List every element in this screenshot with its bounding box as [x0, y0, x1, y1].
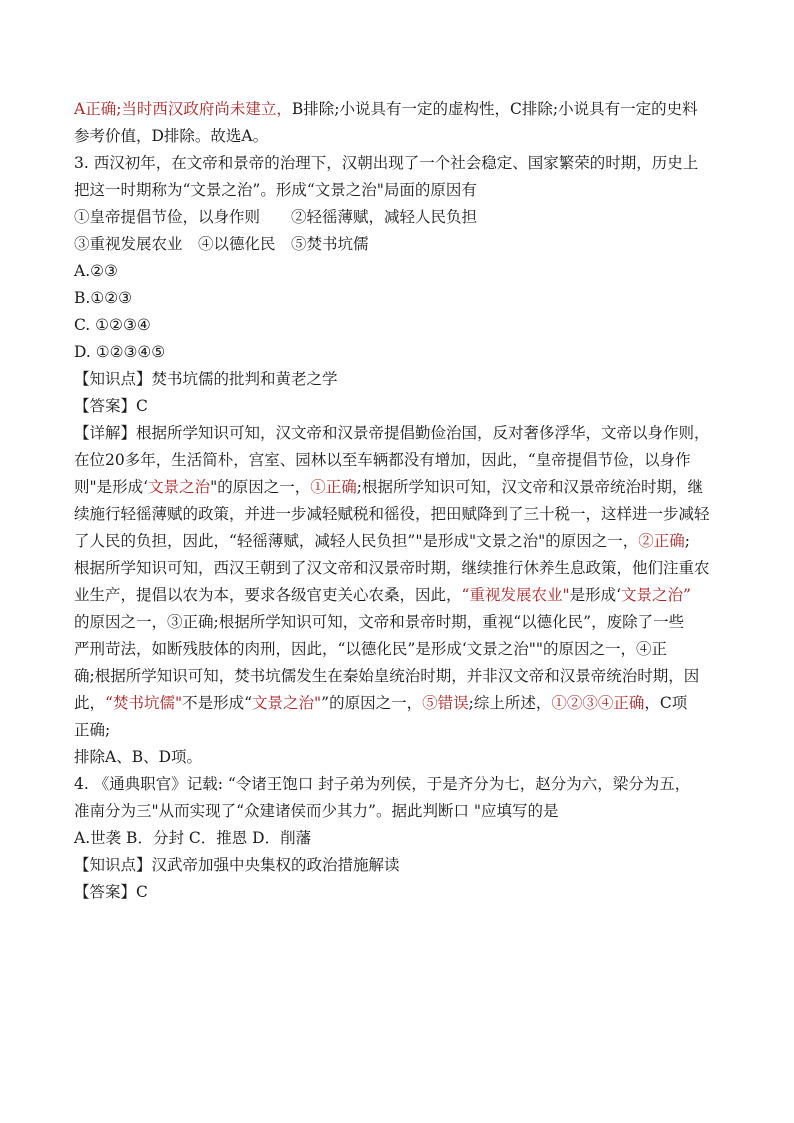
detail-highlight: ②正确	[638, 532, 685, 550]
q3-stem-line1: 3. 西汉初年，在文帝和景帝的治理下，汉朝出现了一个社会稳定、国家繁荣的时期，历史上	[74, 154, 699, 172]
q3-detail-line3	[74, 474, 734, 501]
q3-detail-line9: 严刑苛法，如断残肢体的肉刑，因此，“以德化民”是形成‘文景之治""的原因之一，④正	[74, 640, 668, 658]
knowledge-text: 汉武帝加强中央集权的政治措施解读	[151, 856, 400, 874]
q3-detail-line6: 根据所学知识可知，西汉王朝到了汉文帝和汉景帝时期，继续推行休养生息政策，他们注重农	[74, 559, 710, 577]
q3-choice-a: A.②③	[74, 262, 118, 280]
detail-highlight: 文景之治	[148, 478, 211, 496]
q2-explanation-line2: 参考价值，D排除。故选A。	[74, 127, 269, 145]
q3-options-line2: ③重视发展农业 ④以德化民 ⑤焚书坑儒	[74, 235, 369, 253]
q3-detail-line8: 的原因之一，③正确;根据所学知识可知，文帝和景帝时期，重视“以德化民”，废除了一些	[74, 613, 685, 631]
detail-highlight: ①②③④正确	[551, 694, 645, 712]
detail-text: 根据所学知识可知，汉文帝和汉景帝提倡勤俭治国，反对奢侈浮华，文帝以身作则，	[136, 424, 710, 442]
q3-detail-line10: 确;根据所学知识可知，焚书坑儒发生在秦始皇统治时期，并非汉文帝和汉景帝统治时期，因	[74, 667, 700, 685]
detail-highlight: “焚书坑儒"	[105, 694, 183, 712]
detail-span: 了人民的负担，因此，“轻徭薄赋，减轻人民负担”"是形成"文景之治"的原因之一，	[74, 532, 639, 550]
q3-detail-line11	[74, 690, 734, 717]
q3-choice-d: D. ①②③④⑤	[74, 343, 166, 361]
q3-answer	[74, 393, 734, 420]
detail-span: ”的原因之一，	[321, 694, 423, 712]
detail-span: 不是形成“	[182, 694, 253, 712]
detail-span: 则"是形成‘	[74, 478, 149, 496]
answer-text: C	[136, 397, 148, 415]
detail-span: "的原因之一，	[210, 478, 311, 496]
q3-detail-line1	[74, 420, 734, 447]
q3-choice-b: B.①②③	[74, 289, 133, 307]
q3-detail-line2: 在位20多年，生活简朴，宫室、园林以至车辆都没有增加，因此，“皇帝提倡节俭，以身作	[74, 451, 691, 469]
detail-span: 是形成‘	[569, 586, 622, 604]
detail-label: 【详解】	[74, 424, 137, 442]
knowledge-text: 焚书坑儒的批判和黄老之学	[151, 370, 338, 388]
q2-option-b: B排除;小说具有一定的虚构性，	[291, 100, 511, 118]
detail-span: ，C项	[644, 694, 688, 712]
detail-highlight: “重视发展农业"	[461, 586, 570, 604]
answer-label: 【答案】	[74, 397, 137, 415]
q3-detail-line12: 正确;	[74, 721, 111, 739]
knowledge-label: 【知识点】	[74, 856, 152, 874]
q2-option-a-correct: A正确;当时西汉政府尚未建立，	[74, 100, 292, 118]
answer-text: C	[136, 883, 148, 901]
q3-detail-line4: 续施行轻徭薄赋的政策，并进一步减轻赋税和徭役，把田赋降到了三十税一，这样进一步减轻	[74, 505, 710, 523]
q2-option-c: C排除;小说具有一定的史料	[510, 100, 698, 118]
q3-choice-c: C. ①②③④	[74, 316, 151, 334]
answer-label: 【答案】	[74, 883, 137, 901]
detail-highlight: ①正确	[310, 478, 357, 496]
q3-options-line1: ①皇帝提倡节俭，以身作则 ②轻徭薄赋，减轻人民负担	[74, 208, 478, 226]
detail-highlight: 文景之治”	[621, 586, 691, 604]
q3-detail-line7	[74, 582, 734, 609]
q3-stem-line2: 把这一时期称为“文景之治”。形成“文景之治"局面的原因有	[74, 181, 477, 199]
q3-detail-line13: 排除A、B、D项。	[74, 748, 203, 766]
q4-knowledge-point	[74, 852, 734, 879]
detail-span: 此，	[74, 694, 106, 712]
knowledge-label: 【知识点】	[74, 370, 152, 388]
q4-stem-line1: 4. 《通典职官》记载: “令诸王饱口 封子弟为列侯，于是齐分为七，赵分为六，梁分为五，	[74, 775, 691, 793]
q4-choices: A.世袭 B．分封 C．推恩 D．削藩	[74, 829, 312, 847]
detail-highlight: 文景之治"	[252, 694, 322, 712]
q4-stem-line2: 准南分为三"从而实现了“众建诸侯而少其力”。据此判断口 "应填写的是	[74, 802, 559, 820]
q4-answer	[74, 879, 734, 906]
q3-detail-line5	[74, 528, 734, 555]
detail-span: 业生产，提倡以农为本，要求各级官吏关心农桑，因此，	[74, 586, 462, 604]
q2-explanation-line1	[74, 96, 734, 123]
detail-span: ;根据所学知识可知，汉文帝和汉景帝统治时期，继	[356, 478, 703, 496]
detail-span: ;综上所述，	[468, 694, 552, 712]
detail-span: ;	[684, 532, 690, 550]
q3-knowledge-point	[74, 366, 734, 393]
document-body	[74, 96, 734, 906]
detail-highlight: ⑤错误	[422, 694, 469, 712]
